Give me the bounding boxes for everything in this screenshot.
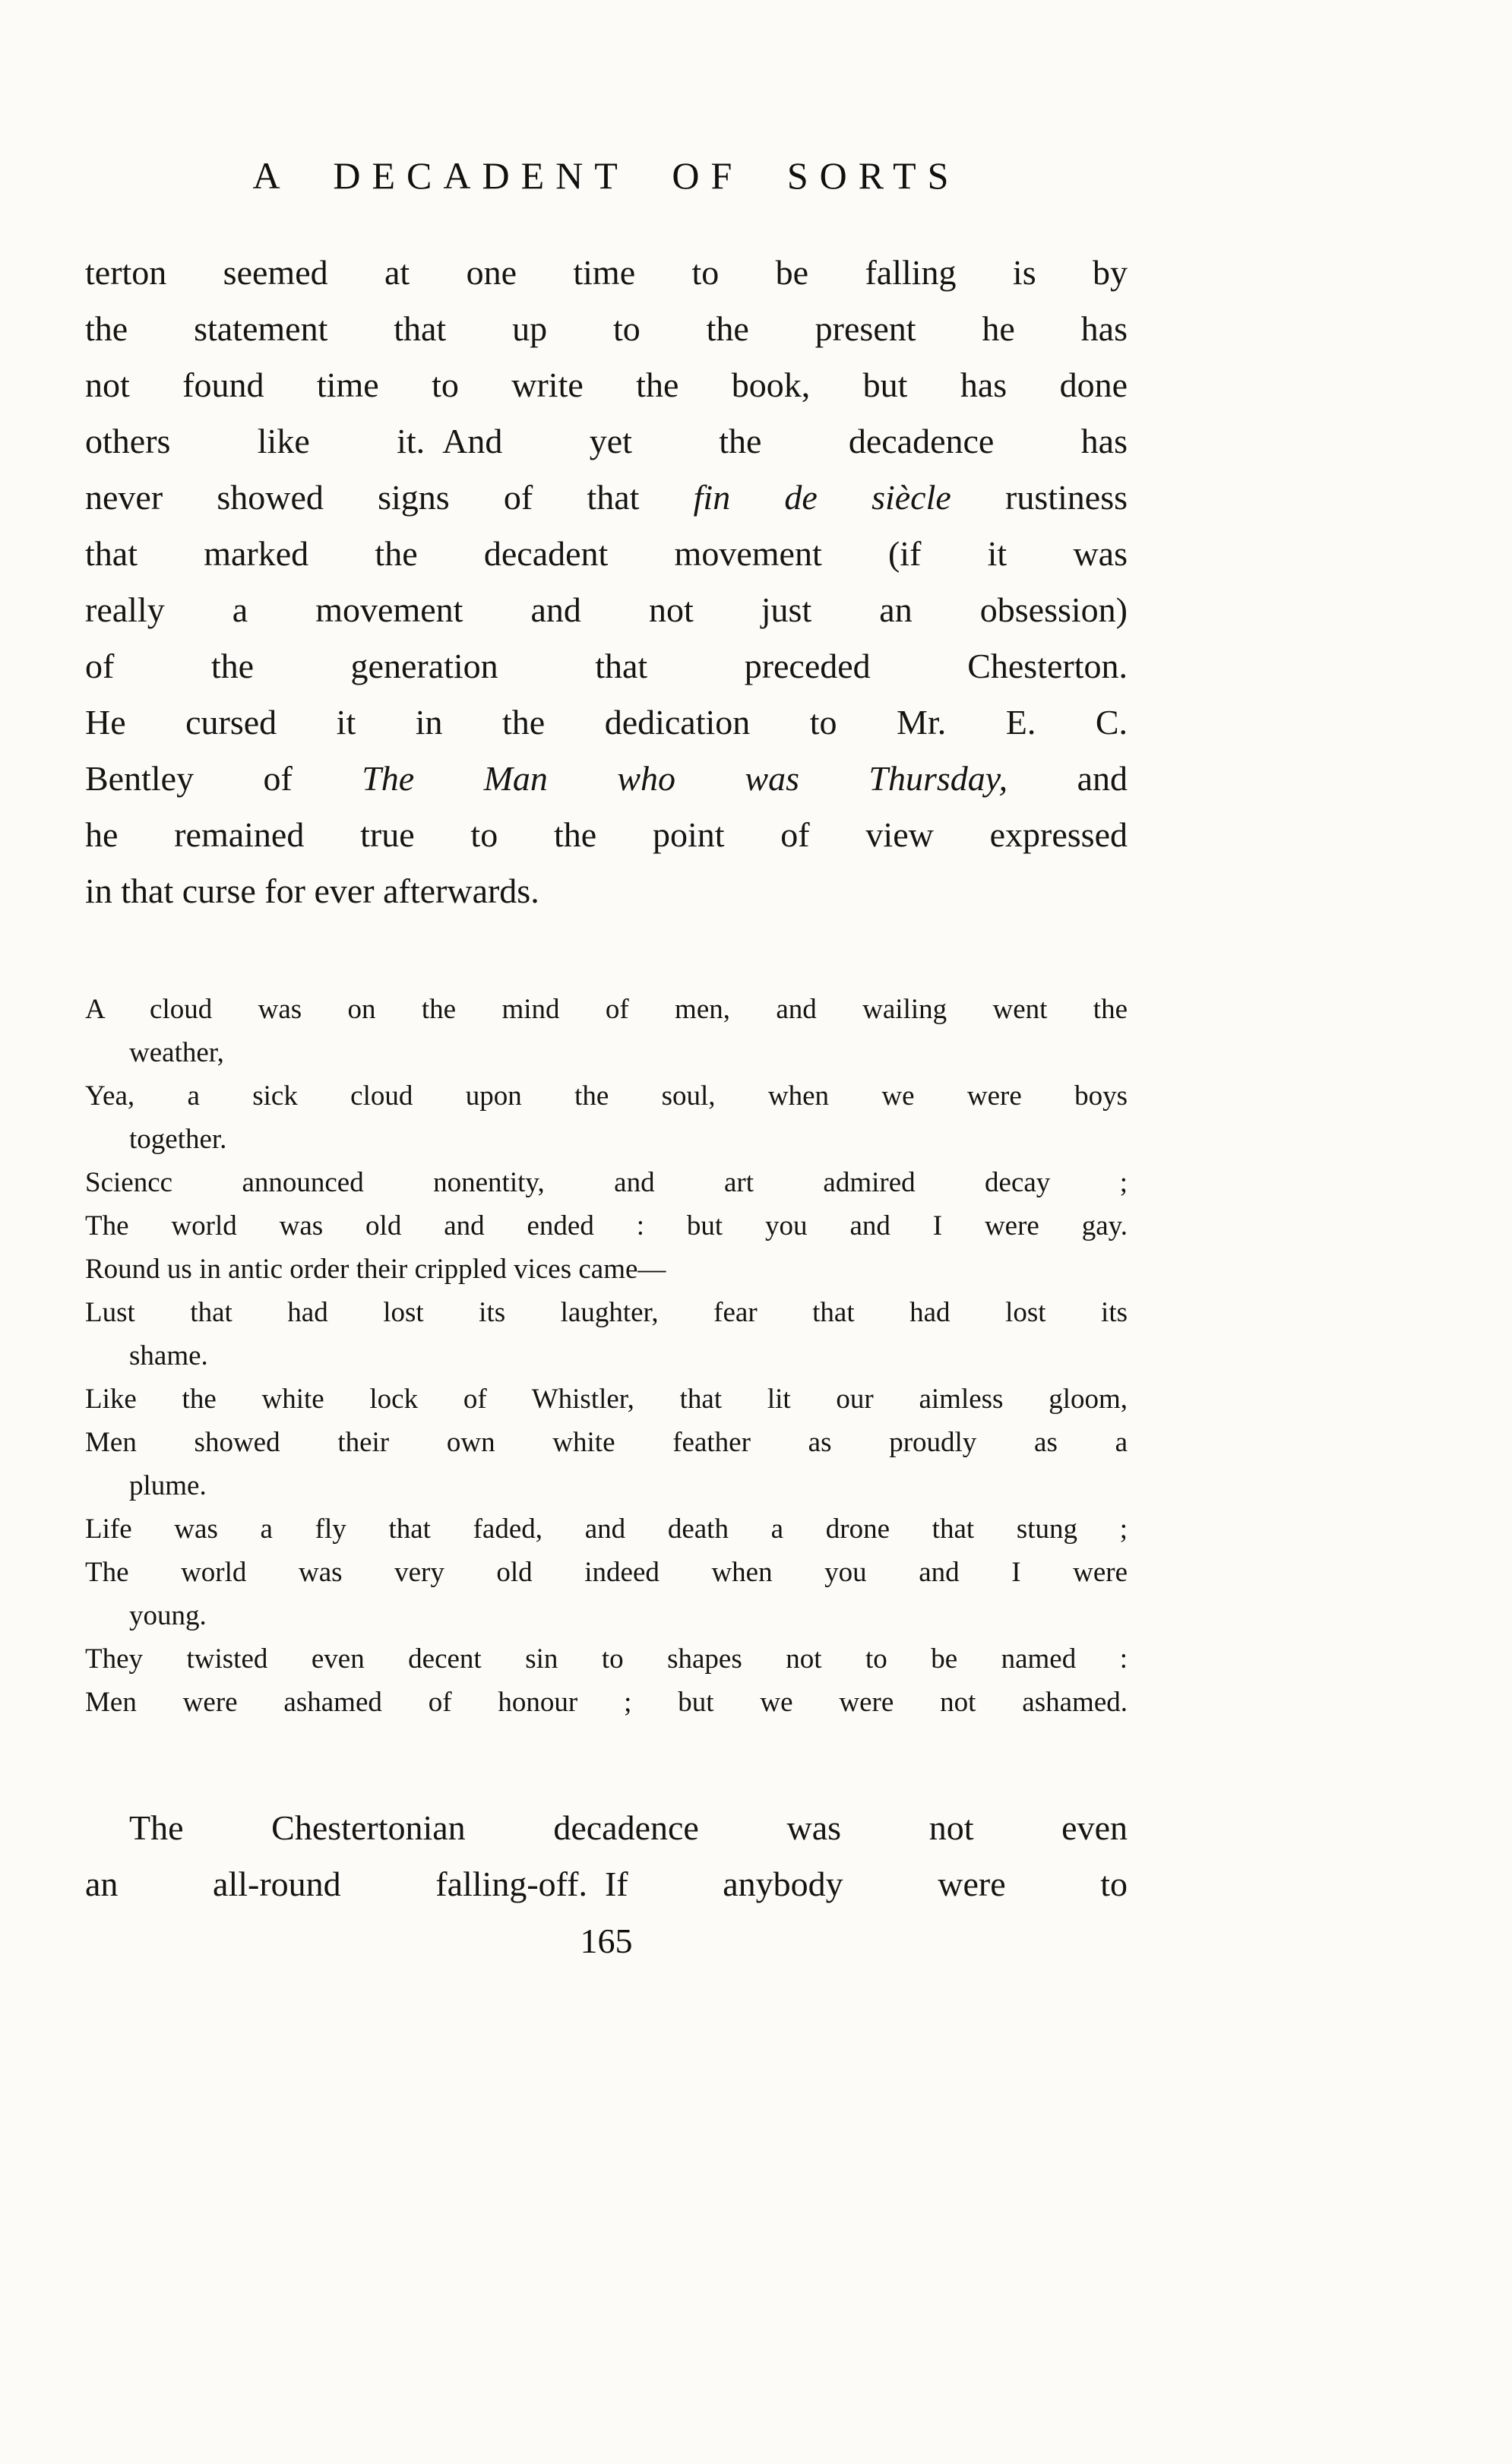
text-line — [85, 1551, 1128, 1594]
text-line — [85, 807, 1128, 863]
text-line — [85, 1291, 1128, 1334]
text-line — [85, 301, 1128, 357]
text-segment: others like it. And yet the decadence has — [85, 422, 1128, 460]
text-segment: They twisted even decent sin to shapes not to be named : — [85, 1643, 1128, 1675]
text-block — [85, 0, 1128, 1970]
text-segment: young. — [129, 1600, 207, 1631]
text-segment: together. — [129, 1124, 227, 1155]
text-line — [85, 245, 1128, 301]
body-paragraph-1 — [85, 245, 1128, 919]
text-segment: Men were ashamed of honour ; but we were not ashamed. — [85, 1687, 1128, 1718]
body-paragraph-2 — [85, 1800, 1128, 1912]
text-line — [85, 1074, 1128, 1118]
text-segment: Lust that had lost its laughter, fear that had lost its — [85, 1297, 1128, 1328]
text-line — [85, 1248, 1128, 1291]
italic-text-segment: The Man who was Thursday, — [362, 759, 1008, 798]
text-line — [85, 1031, 1128, 1074]
text-segment: A cloud was on the mind of men, and wailing went the — [85, 994, 1128, 1025]
text-segment: Bentley of — [85, 759, 362, 798]
text-segment: never showed signs of that — [85, 478, 694, 517]
text-segment: He cursed it in the dedication to Mr. E. C. — [85, 703, 1128, 742]
text-segment: terton seemed at one time to be falling is by — [85, 253, 1128, 292]
text-segment: not found time to write the book, but has done — [85, 365, 1128, 404]
text-line — [85, 863, 1128, 919]
text-segment: weather, — [129, 1037, 224, 1068]
page-number: 165 — [580, 1922, 633, 1960]
text-line — [85, 694, 1128, 751]
text-segment: Sciencc announced nonentity, and art admired decay ; — [85, 1167, 1128, 1198]
text-segment: shame. — [129, 1340, 208, 1371]
page-title: A DECADENT OF SORTS — [252, 154, 960, 197]
text-segment: plume. — [129, 1470, 207, 1501]
text-segment: Yea, a sick cloud upon the soul, when we were boys — [85, 1080, 1128, 1112]
text-line — [85, 988, 1128, 1031]
text-line — [85, 470, 1128, 526]
text-line — [85, 1800, 1128, 1856]
text-line — [85, 1421, 1128, 1464]
text-segment: Life was a fly that faded, and death a drone that stung ; — [85, 1514, 1128, 1545]
text-line — [85, 1334, 1128, 1377]
text-line — [85, 1594, 1128, 1637]
poem-quote — [85, 988, 1128, 1724]
text-line — [85, 751, 1128, 807]
text-line — [85, 1637, 1128, 1681]
text-line — [85, 1464, 1128, 1507]
text-line — [85, 1507, 1128, 1551]
italic-text-segment: fin de siècle — [693, 478, 951, 517]
text-line — [85, 526, 1128, 582]
text-segment: The world was old and ended : but you and I were gay. — [85, 1210, 1128, 1241]
text-segment: really a movement and not just an obsession) — [85, 590, 1128, 629]
text-line — [85, 1856, 1128, 1912]
text-segment: of the generation that preceded Chesterton. — [85, 647, 1128, 685]
text-line — [85, 638, 1128, 694]
text-line — [85, 1161, 1128, 1204]
text-segment: Round us in antic order their crippled vices came— — [85, 1254, 666, 1285]
text-line — [85, 582, 1128, 638]
text-segment: in that curse for ever afterwards. — [85, 871, 539, 910]
text-line — [85, 1204, 1128, 1248]
text-segment: Men showed their own white feather as proudly as a — [85, 1427, 1128, 1458]
text-segment: rustiness — [951, 478, 1128, 517]
text-segment: that marked the decadent movement (if it was — [85, 534, 1128, 573]
text-line — [85, 1118, 1128, 1161]
text-segment: The Chestertonian decadence was not even — [129, 1808, 1128, 1847]
text-segment: The world was very old indeed when you and I were — [85, 1557, 1128, 1588]
text-segment: he remained true to the point of view expressed — [85, 815, 1128, 854]
text-segment: Like the white lock of Whistler, that lit our aimless gloom, — [85, 1384, 1128, 1415]
text-line — [85, 357, 1128, 413]
text-segment: the statement that up to the present he has — [85, 309, 1128, 348]
text-segment: an all-round falling-off. If anybody were to — [85, 1865, 1128, 1903]
text-line — [85, 1377, 1128, 1421]
text-line — [85, 413, 1128, 470]
text-segment: and — [1007, 759, 1128, 798]
text-line — [85, 1681, 1128, 1724]
